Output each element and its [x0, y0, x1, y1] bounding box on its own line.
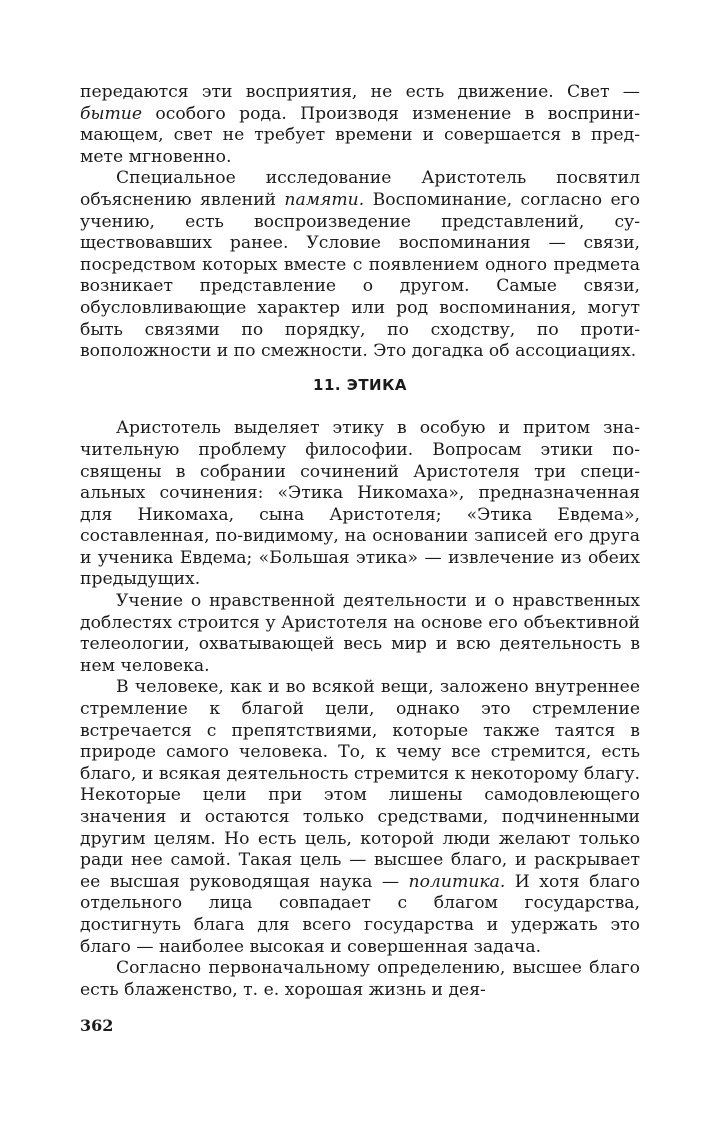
emphasis-politics: политика.: [408, 871, 506, 892]
paragraph-memory-text: Специальное исследование Аристотель посвятил объяснению явлений: [80, 168, 640, 210]
paragraph-highest-good-text-end: И хотя благо отдельного лица совпадает с благом государства, достигнуть блага для всего государства и удержать это благо — наиболее высокая и совершенная задача.: [80, 871, 640, 957]
body-text: [80, 82, 640, 1001]
paragraph-highest-good-text: В человеке, как и во всякой вещи, заложено внутреннее стремление к благой цели, однако это стремление встречается с препятствиями, которые также таятся в природе самого человека. То, к чему все стремится, есть благо, и всякая деятельность стремится к некоторому благу. Некоторые цели при этом лишены самодовлеющего значения и остаются только средствами, подчиненными другим целям. Но есть цель, которой люди желают только ради нее самой. Такая цель — высшее благо, и раскрывает ее высшая руководящая наука —: [80, 677, 640, 892]
emphasis-being: бытие: [80, 103, 143, 124]
paragraph-light-text: передаются эти восприятия, не есть движение. Свет —: [80, 82, 640, 102]
paragraph-memory: [80, 168, 640, 362]
paragraph-highest-good: [80, 677, 640, 958]
paragraph-light: [80, 82, 640, 168]
paragraph-ethics-intro: Аристотель выделяет этику в особую и притом значительную проблему философии. Вопросам этики посвящены в собрании сочинений Аристотеля три специальных сочинения: «Этика Никомаха», предназначенная для Никомаха, сына Аристотеля; «Этика Евдема», составленная, по-видимому, на основании записей его друга и ученика Евдема; «Большая этика» — извлечение из обеих предыдущих.: [80, 418, 640, 590]
paragraph-memory-text-end: Воспоминание, согласно его учению, есть воспроизведение представлений, существовавших ранее. Условие воспоминания — связи, посредством которых вместе с появлением одного предмета возникает представление о другом. Самые связи, обусловливающие характер или род воспоминания, могут быть связями по порядку, по сходству, по противоположности и по смежности. Это догадка об ассоциациях.: [80, 189, 640, 362]
paragraph-moral-activity: Учение о нравственной деятельности и о нравственных доблестях строится у Аристотеля на основе его объективной телеологии, охватывающей весь мир и всю деятельность в нем человека.: [80, 591, 640, 676]
section-heading: 11. ЭТИКА: [313, 375, 407, 394]
paragraph-bliss: Согласно первоначальному определению, высшее благо есть блаженство, т. е. хорошая жизнь и дея-: [80, 958, 640, 1000]
paragraph-light-text-end: особого рода. Производя изменение в воспринимающем, свет не требует времени и совершается в предмете мгновенно.: [80, 103, 640, 167]
emphasis-memory: памяти.: [284, 189, 365, 210]
page-number: 362: [80, 1016, 114, 1035]
